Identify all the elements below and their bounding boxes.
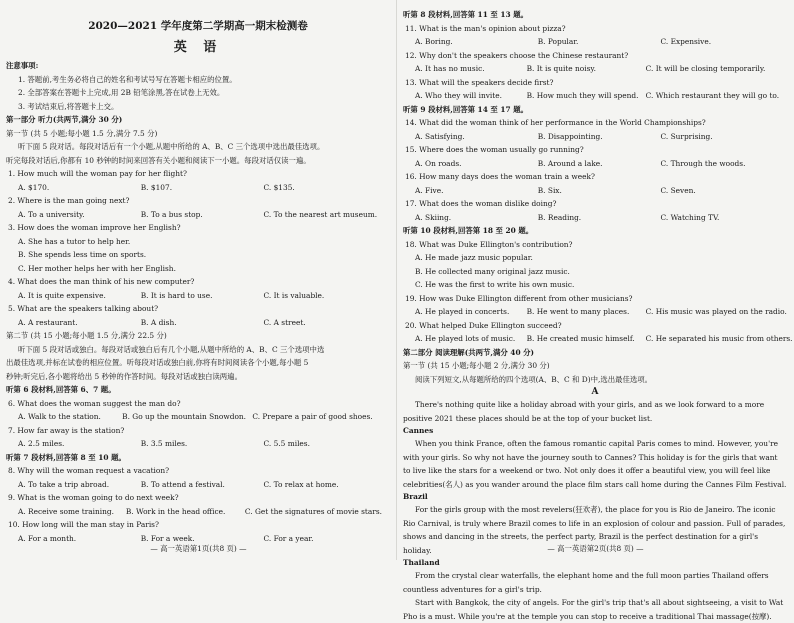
question-14: 14. What did the woman think of her performance in the World Championships? bbox=[405, 118, 706, 127]
option-c: C. Through the woods. bbox=[660, 158, 746, 168]
thailand-heading: Thailand bbox=[403, 558, 440, 567]
exam-title: 2020—2021 学年度第二学期高一期末检测卷 bbox=[88, 20, 308, 32]
option-c: C. Seven. bbox=[660, 185, 696, 195]
note-2: 2. 全部答案在答题卡上完成,用 2B 铅笔涂黑,答在试卷上无效。 bbox=[18, 88, 225, 97]
option-b: B. Go up the mountain Snowdon. bbox=[122, 412, 246, 421]
option-c: C. He separated his music from others. bbox=[645, 334, 793, 343]
option-a: A. He played lots of music. bbox=[415, 334, 516, 343]
option-b: B. He created music himself. bbox=[526, 334, 635, 343]
notes-heading: 注意事项: bbox=[6, 61, 39, 70]
material-6-heading: 听第 6 段材料,回答第 6、7 题。 bbox=[6, 385, 116, 394]
question-12: 12. Why don't the speakers choose the Chinese restaurant? bbox=[405, 50, 629, 60]
option-a: A. For a month. bbox=[18, 533, 77, 543]
question-20-options bbox=[403, 332, 793, 346]
option-b: B. A dish. bbox=[140, 317, 177, 327]
note-1: 1. 答题前,考生务必将自己的姓名和考试号写在答题卡相应的位置。 bbox=[18, 74, 237, 84]
cannes-paragraph: When you think France, often the famous romantic capital Paris comes to mind. However, you're with your girls. So why not have the journey south to Cannes? This holiday is for the girls that want to live like the stars for a weekend or two. Not only does it offer a beautiful view, you will feel like celebrities(名人) as you wander around the place film stars call home during the Cannes Film Festival. bbox=[403, 439, 787, 489]
question-2-options bbox=[6, 208, 390, 222]
option-c: C. A street. bbox=[263, 317, 306, 327]
option-b: B. He collected many original jazz music. bbox=[415, 266, 570, 276]
question-10: 10. How long will the man stay in Paris? bbox=[8, 520, 159, 529]
option-a: A. Skiing. bbox=[415, 212, 452, 222]
reading-instruction: 阅读下列短文,从每题所给的四个选项(A、B、C 和 D)中,选出最佳选项。 bbox=[415, 374, 653, 384]
question-3: 3. How does the woman improve her English? bbox=[8, 223, 181, 232]
section-2-instruction-1: 听下面 5 段对话或独白。每段对话或独白后有几个小题,从题中所给的 A、B、C 三个选项中选 bbox=[18, 344, 325, 354]
thailand-paragraph-1: From the crystal clear waterfalls, the elephant home and the full moon parties Thailand offers countless adventures for a girl's trip. bbox=[403, 571, 769, 594]
option-a: A. Boring. bbox=[415, 37, 453, 46]
question-20: 20. What helped Duke Ellington succeed? bbox=[405, 320, 562, 330]
option-c: C. It will be closing temporarily. bbox=[645, 64, 766, 73]
question-13: 13. What will the speakers decide first? bbox=[405, 77, 554, 87]
passage-a-label: A bbox=[591, 387, 599, 397]
option-c: C. It is valuable. bbox=[263, 290, 325, 300]
question-19-options bbox=[403, 305, 787, 319]
left-page bbox=[0, 0, 397, 560]
question-4: 4. What does the man think of his new computer? bbox=[8, 277, 195, 286]
option-a: A. He played in concerts. bbox=[415, 307, 510, 316]
question-1-options bbox=[6, 181, 390, 195]
note-3: 3. 考试结束后,将答题卡上交。 bbox=[18, 101, 119, 111]
passage-intro: There's nothing quite like a holiday abroad with your girls, and as we look forward to a more positive 2021 these places should be at the top of your bucket list. bbox=[403, 400, 765, 423]
option-b: B. Popular. bbox=[537, 37, 579, 46]
material-9-heading: 听第 9 段材料,回答第 14 至 17 题。 bbox=[403, 104, 529, 114]
option-c: C. Get the signatures of movie stars. bbox=[244, 506, 382, 516]
question-18: 18. What was Duke Ellington's contribution? bbox=[405, 239, 573, 249]
option-a: A. It is quite expensive. bbox=[18, 290, 106, 300]
material-8-heading: 听第 8 段材料,回答第 11 至 13 题。 bbox=[403, 10, 529, 19]
option-a: A. Who they will invite. bbox=[415, 91, 502, 100]
question-2: 2. Where is the man going next? bbox=[8, 196, 130, 205]
option-c: C. Expensive. bbox=[660, 37, 712, 46]
option-c: C. Watching TV. bbox=[660, 212, 720, 222]
option-a: A. $170. bbox=[18, 182, 50, 192]
option-a: A. Satisfying. bbox=[415, 131, 465, 141]
question-13-options bbox=[403, 89, 787, 103]
question-5: 5. What are the speakers talking about? bbox=[8, 304, 159, 313]
option-b: B. To attend a festival. bbox=[140, 479, 225, 489]
part-2-heading: 第二部分 阅读理解(共两节,满分 40 分) bbox=[403, 347, 535, 357]
option-b: B. Disappointing. bbox=[537, 131, 603, 141]
option-c: C. He was the first to write his own music. bbox=[415, 280, 575, 289]
section-1-instruction-2: 听完每段对话后,你都有 10 秒钟的时间来回答有关小题和阅读下一小题。每段对话仅读一遍。 bbox=[6, 155, 311, 165]
option-c: C. To relax at home. bbox=[263, 479, 339, 489]
question-4-options bbox=[6, 289, 390, 303]
material-7-heading: 听第 7 段材料,回答第 8 至 10 题。 bbox=[6, 452, 126, 462]
option-b: B. Work in the head office. bbox=[125, 506, 226, 516]
option-b: B. Around a lake. bbox=[537, 158, 603, 168]
option-c: C. $135. bbox=[263, 182, 295, 192]
question-17-options bbox=[403, 211, 787, 225]
option-b: B. How much they will spend. bbox=[526, 91, 639, 100]
option-a: A. A restaurant. bbox=[18, 317, 78, 327]
option-b: B. He went to many places. bbox=[526, 307, 630, 316]
option-c: C. Prepare a pair of good shoes. bbox=[252, 412, 373, 421]
subject-title: 英 语 bbox=[173, 40, 223, 55]
question-9: 9. What is the woman going to do next week? bbox=[8, 493, 179, 502]
option-a: A. It has no music. bbox=[415, 64, 485, 73]
question-12-options bbox=[403, 62, 787, 76]
question-19: 19. How was Duke Ellington different from other musicians? bbox=[405, 293, 633, 303]
section-2-heading: 第二节 (共 15 小题;每小题 1.5 分,满分 22.5 分) bbox=[6, 331, 167, 340]
page-footer: — 高一英语第2页(共8 页) — bbox=[547, 544, 644, 553]
option-a: A. On roads. bbox=[415, 158, 462, 168]
option-a: A. Receive some training. bbox=[18, 506, 114, 516]
option-c: C. Her mother helps her with her English. bbox=[18, 263, 176, 273]
question-6: 6. What does the woman suggest the man do? bbox=[8, 398, 181, 408]
option-a: A. To take a trip abroad. bbox=[18, 479, 110, 489]
brazil-heading: Brazil bbox=[403, 492, 428, 501]
question-11: 11. What is the man's opinion about pizza? bbox=[405, 23, 566, 33]
option-b: B. 3.5 miles. bbox=[140, 439, 188, 448]
option-a: A. She has a tutor to help her. bbox=[18, 236, 131, 246]
page-footer: — 高一英语第1页(共8 页) — bbox=[150, 544, 247, 553]
option-c: C. Surprising. bbox=[660, 131, 713, 141]
question-7-options bbox=[6, 437, 390, 451]
option-b: B. It is hard to use. bbox=[140, 290, 213, 300]
option-a: A. To a university. bbox=[18, 209, 85, 219]
option-a: A. 2.5 miles. bbox=[18, 439, 65, 448]
option-b: B. She spends less time on sports. bbox=[18, 250, 147, 259]
option-a: A. He made jazz music popular. bbox=[415, 253, 533, 262]
option-c: C. 5.5 miles. bbox=[263, 439, 310, 448]
question-8-options bbox=[6, 478, 390, 492]
cannes-heading: Cannes bbox=[403, 426, 434, 435]
option-b: B. It is quite noisy. bbox=[526, 64, 596, 73]
question-16: 16. How many days does the woman train a week? bbox=[405, 172, 595, 181]
option-c: C. To the nearest art museum. bbox=[263, 209, 378, 219]
question-17: 17. What does the woman dislike doing? bbox=[405, 199, 557, 208]
option-b: B. Reading. bbox=[537, 212, 582, 222]
question-8: 8. Why will the woman request a vacation? bbox=[8, 466, 170, 475]
section-2-instruction-2: 出最佳选项,并标在试卷的相应位置。听每段对话或独白前,你将有时间阅读各个小题,每小题 5 bbox=[6, 358, 309, 367]
option-a: A. Walk to the station. bbox=[18, 412, 101, 421]
option-c: C. His music was played on the radio. bbox=[645, 307, 787, 316]
option-b: B. To a bus stop. bbox=[140, 209, 203, 219]
question-16-options bbox=[403, 184, 787, 198]
section-1-instruction-1: 听下面 5 段对话。每段对话后有一个小题,从题中所给的 A、B、C 三个选项中选出最佳选项。 bbox=[18, 142, 325, 151]
question-11-options bbox=[403, 35, 787, 49]
section-1-heading: 第一节 (共 5 小题;每小题 1.5 分,满分 7.5 分) bbox=[6, 128, 158, 138]
option-b: B. $107. bbox=[140, 182, 173, 192]
thailand-paragraph-2: Start with Bangkok, the city of angels. For the girl's trip that's all about sightseeing, a visit to Wat Pho is a must. While you're at the temple you can stop to receive a traditional Thai massage(按摩). bbox=[403, 598, 784, 621]
option-b: B. For a week. bbox=[140, 533, 195, 543]
question-15-options bbox=[403, 157, 787, 171]
question-6-options bbox=[6, 410, 390, 424]
question-14-options bbox=[403, 130, 787, 144]
material-10-heading: 听第 10 段材料,回答第 18 至 20 题。 bbox=[403, 226, 534, 235]
reading-section-1-heading: 第一节 (共 15 小题;每小题 2 分,满分 30 分) bbox=[403, 361, 550, 370]
right-page bbox=[397, 0, 794, 621]
section-2-instruction-3: 秒钟;听完后,各小题将给出 5 秒钟的作答时间。每段对话或独白读两遍。 bbox=[6, 371, 242, 381]
option-b: B. Six. bbox=[537, 185, 562, 195]
option-c: C. Which restaurant they will go to. bbox=[645, 91, 780, 100]
option-a: A. Five. bbox=[415, 185, 444, 195]
option-c: C. For a year. bbox=[263, 533, 314, 543]
brazil-paragraph: For the girls group with the most revelers(狂欢者), the place for you is Rio de Janeiro. The iconic Rio Carnival, is truly where Brazil comes to life in an explosion of colour and passion. Full of parades, shows and dancing in the streets, the perfect party, Brazil is the perfect destination for a girl's holiday. bbox=[403, 505, 786, 555]
question-1: 1. How much will the woman pay for her flight? bbox=[8, 169, 187, 178]
question-9-options bbox=[6, 505, 390, 519]
part-1-heading: 第一部分 听力(共两节,满分 30 分) bbox=[6, 115, 123, 124]
question-5-options bbox=[6, 316, 390, 330]
question-15: 15. Where does the woman usually go running? bbox=[405, 145, 584, 154]
question-7: 7. How far away is the station? bbox=[8, 425, 125, 435]
